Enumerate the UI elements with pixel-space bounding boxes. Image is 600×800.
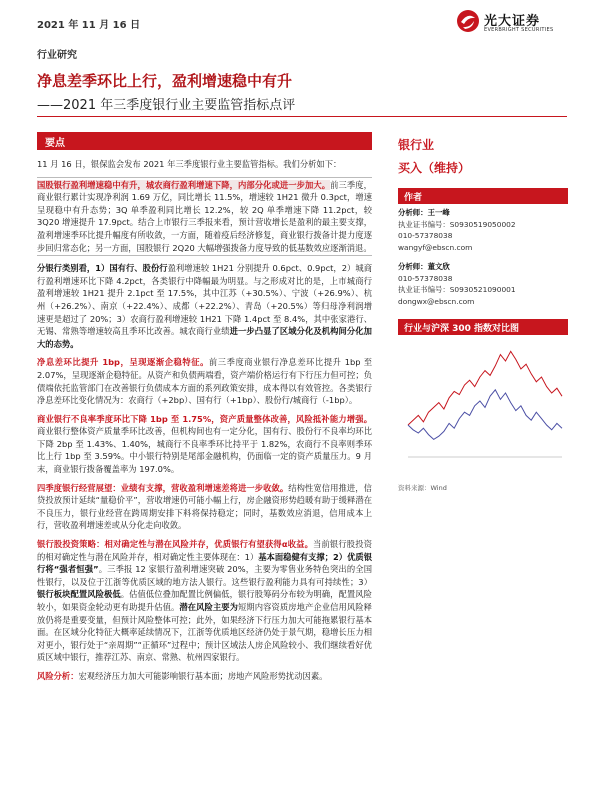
strategy-body-3: 。估值低位叠加配置比例偏低，银行股筹码分布较为明确，配置风险较小，如果资金轮动更有助提升估值。 <box>37 589 372 612</box>
outlook-paragraph <box>37 482 372 532</box>
strategy-point-3: 潜在风险主要为 <box>179 602 239 612</box>
investment-rating: 买入（维持） <box>398 161 471 175</box>
nim-headline: 净息差环比提升 1bp，呈现逐渐企稳特征。 <box>37 357 209 368</box>
analyst-name: 分析师：王一峰 <box>398 208 450 217</box>
brand-logo-icon <box>456 8 480 34</box>
bank-type-paragraph <box>37 262 372 350</box>
analyst-phone: 010-57378038 <box>398 273 453 283</box>
risk-headline: 风险分析： <box>37 670 79 681</box>
risk-paragraph <box>37 670 372 683</box>
report-subtitle: ——2021 年三季度银行业主要监管指标点评 <box>37 98 296 113</box>
title-divider <box>37 116 567 117</box>
brand-logo <box>456 6 566 40</box>
index-comparison-chart <box>398 337 568 477</box>
npl-body: 商业银行整体资产质量季环比改善，但机构间也有一定分化，国有行、股份行不良率均环比下降 2bp 至 1.43%、1.40%，城商行不良率季环比持平于 1.82%，农商行不良率则季环比上行 1bp 至 3.59%。中小银行特别是尾部金融机构，仍面临一定的资产质量压力。9 月末，商业银行拨备覆盖率为 197.0%。 <box>37 426 372 475</box>
analyst-email[interactable]: dongwx@ebscn.com <box>398 296 475 306</box>
analyst-block <box>398 207 568 253</box>
bank-type-body: 盈利增速较 1H21 分别提升 0.6pct、0.9pct，2）城商行盈利增速环比下降 4.2pct，各类银行中降幅最为明显。与之形成对比的是，上市城商行盈利增速较 1H21 提升 2.1pct 至 17.5%，其中江苏（+30.5%）、宁波（+26.9%）、杭州（+26.2%）、南京（+22.4%）、成都（+22.2%）、青岛（+20.5%）等归母净利润增速更是超过了 20%；3）农商行盈利增速较 1H21 下降 1.4pct 至 8.4%，其中张家港行、无锡、常熟等增速较高且季环比改善。城农商行业绩 <box>37 263 372 337</box>
sidebar <box>398 132 568 492</box>
profit-headline: 国股银行盈利增速稳中有升，城农商行盈利增速下降，内部分化或进一步加大。 <box>37 179 331 190</box>
bank-type-headline: 分银行类别看，1）国有行、股份行 <box>37 263 168 274</box>
brand-name-cn: 光大证券 <box>484 14 541 29</box>
report-title: 净息差季环比上行，盈利增速稳中有升 <box>37 72 293 90</box>
analyst-cert: 执业证书编号：S0930521090001 <box>398 285 516 294</box>
nim-paragraph <box>37 356 372 406</box>
brand-name-en: EVERBRIGHT SECURITIES <box>484 27 554 33</box>
profit-paragraph <box>37 177 372 257</box>
strategy-body-4: 短期内容资质房地产企业信用风险释放仍将是重要变量，但预计风险整体可控；此外，如果经济下行压力加大可能拖累银行基本面。在区域分化特征大概率延续情况下，江浙等优质地区经济仍处于景气期，稳增长压力相对更小，银行处于“亲周期”“正循环”过程中；预计区域法人房企风险较小、我们继续看好优质区域中银行，推荐江苏、南京、常熟、杭州四家银行。 <box>37 602 372 663</box>
npl-paragraph <box>37 413 372 476</box>
profit-body: 前三季度，商业银行累计实现净利润 1.69 万亿，同比增长 11.5%，增速较 1H21 微升 0.3pct，增速呈现稳中有升态势；3Q 单季盈利同比增长 12.2%，较 2Q 单季增速下降 11.2pct，较 3Q20 增速提升 17.9pct。结合上市银行三季报来看，预计营收增长是盈利的最主要支撑，盈利增速季环比提升幅度有所收敛，一方面，随着疫后经济修复，商业银行拨备计提力度逐步回归常态化；另一方面，国股银行 2Q20 大幅增强拨备力度导致的低基数效应逐渐消退。 <box>37 179 372 253</box>
nim-body: 前三季度商业银行净息差环比提升 1bp 至 2.07%，呈现逐渐企稳特征。从资产和负债两端看，资产端价格运行有下行压力但可控；负债端依托监管部门在改善银行负债成本方面的系列政策安排，成本得以有效管控。各类银行净息差环比变化情况为：农商行（+2bp）、国有行（+1bp）、股份行/城商行（-1bp）。 <box>37 357 372 406</box>
npl-headline: 商业银行不良率季度环比下降 1bp 至 1.75%，资产质量整体改善，风险抵补能力增强。 <box>37 413 372 424</box>
summary-column <box>37 132 372 796</box>
analyst-block <box>398 261 568 307</box>
strategy-headline: 银行股投资策略：相对确定性与潜在风险并存，优质银行有望获得α收益。 <box>37 539 314 550</box>
sector-name: 银行业 <box>398 138 435 152</box>
strategy-point-2: 银行板块配置风险极低 <box>37 589 121 600</box>
chart-source: 资料来源：Wind <box>398 484 447 492</box>
analyst-phone: 010-57378038 <box>398 231 453 240</box>
chart-series-line-1 <box>408 351 562 425</box>
outlook-headline: 四季度银行经营展望：业绩有支撑，营收盈利增速差将进一步收敛。 <box>37 482 289 493</box>
summary-heading: 要点 <box>37 132 372 150</box>
strategy-point-1: 基本面稳健有支撑；2）优质银行将“强者恒强” <box>37 551 372 575</box>
strategy-body-1: 当前银行股投资的相对确定性与潜在风险并存，相对确定性主要体现在：1） <box>37 539 372 562</box>
chart-series-line-2 <box>408 390 562 440</box>
strategy-body-2: 。三季报 12 家银行盈利增速突破 20%，主要为零售业务特色突出的全国性银行，以及位于江浙等优质区域的地方法人银行。这些银行盈利能力具有可持续性；3） <box>37 564 372 587</box>
summary-intro: 11 月 16 日，银保监会发布 2021 年三季度银行业主要监管指标。我们分析如下： <box>37 159 342 169</box>
strategy-paragraph <box>37 538 372 664</box>
analyst-name: 分析师：董文欣 <box>398 262 450 271</box>
analyst-email[interactable]: wangyf@ebscn.com <box>398 242 473 252</box>
document-type: 行业研究 <box>37 50 77 61</box>
outlook-body: 结构性宽信用推进，信贷投放预计延续“量稳价平”，营收增速仍可能小幅上行，房企融资形势趋暖有助于缓释潜在不良压力，银行业经营在跨周期安排下料将保持稳定；同时，基数效应消退，信用成本上行，营收盈利增速差或从分化走向收敛。 <box>37 482 372 531</box>
authors-heading: 作者 <box>398 188 568 204</box>
report-date: 2021 年 11 月 16 日 <box>37 20 141 31</box>
analyst-cert: 执业证书编号：S0930519050002 <box>398 219 516 229</box>
risk-body: 宏观经济压力加大可能影响银行基本面；房地产风险形势扰动因素。 <box>78 670 328 681</box>
bank-type-tail: 进一步凸显了区域分化及机构间分化加大的态势。 <box>37 326 372 349</box>
chart-heading: 行业与沪深 300 指数对比图 <box>398 319 568 335</box>
